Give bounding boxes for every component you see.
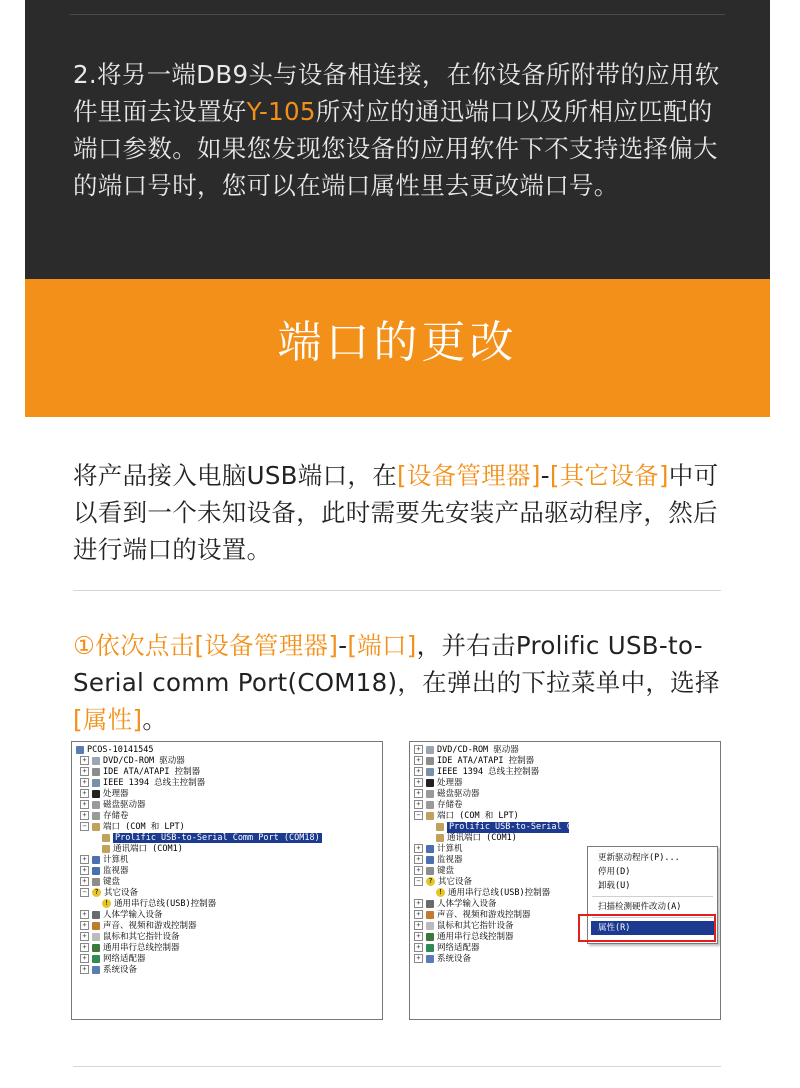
intro-text bbox=[73, 56, 733, 204]
expand-icon: + bbox=[414, 866, 423, 875]
tree-label: 存储卷 bbox=[437, 800, 463, 810]
keyboard-icon bbox=[92, 878, 100, 886]
tree-label: DVD/CD-ROM 驱动器 bbox=[437, 745, 519, 755]
network-icon bbox=[426, 944, 434, 952]
expand-icon: + bbox=[414, 800, 423, 809]
ieee-icon bbox=[426, 768, 434, 776]
tree-item bbox=[80, 866, 129, 877]
collapse-icon: − bbox=[414, 877, 423, 886]
tree-item bbox=[80, 756, 185, 767]
tree-item bbox=[414, 767, 539, 778]
expand-icon: + bbox=[414, 910, 423, 919]
expand-icon: + bbox=[414, 756, 423, 765]
expand-icon: + bbox=[80, 943, 89, 952]
usb-icon bbox=[426, 933, 434, 941]
tree-label: 通用串行总线控制器 bbox=[103, 943, 180, 953]
tree-label: 声音、视频和游戏控制器 bbox=[437, 910, 531, 920]
tree-item bbox=[414, 778, 463, 789]
computer-icon bbox=[426, 845, 434, 853]
tree-label: 端口 (COM 和 LPT) bbox=[437, 811, 519, 821]
ide-icon bbox=[92, 768, 100, 776]
tree-item bbox=[80, 888, 138, 899]
warning-icon: ? bbox=[426, 877, 435, 886]
expand-icon: + bbox=[414, 844, 423, 853]
collapse-icon: − bbox=[414, 811, 423, 820]
tree-label: DVD/CD-ROM 驱动器 bbox=[103, 756, 185, 766]
network-icon bbox=[92, 955, 100, 963]
system-icon bbox=[426, 955, 434, 963]
tree-label: PCOS-10141545 bbox=[87, 745, 154, 755]
menu-separator bbox=[592, 896, 713, 897]
divider bbox=[73, 1066, 721, 1067]
tree-item bbox=[414, 789, 480, 800]
p2-dash: - bbox=[338, 631, 348, 660]
section-banner bbox=[25, 279, 770, 417]
expand-icon: + bbox=[414, 954, 423, 963]
system-icon bbox=[92, 966, 100, 974]
disk-icon bbox=[92, 801, 100, 809]
tree-item bbox=[80, 910, 163, 921]
tree-label: 系统设备 bbox=[437, 954, 472, 964]
disk-icon bbox=[426, 790, 434, 798]
hid-icon bbox=[426, 900, 434, 908]
tree-item bbox=[414, 899, 497, 910]
tree-item bbox=[102, 899, 216, 910]
processor-icon bbox=[92, 790, 100, 798]
expand-icon: + bbox=[80, 954, 89, 963]
tree-label: 网络适配器 bbox=[103, 954, 146, 964]
tree-label: 磁盘驱动器 bbox=[437, 789, 480, 799]
sound-icon bbox=[426, 911, 434, 919]
tree-label: 人体学输入设备 bbox=[103, 910, 163, 920]
tree-item-selected bbox=[436, 822, 572, 833]
intro-pre: 2.将另一端DB9头与设备相连接，在你设备所附带的应用软件里面去设置好 bbox=[73, 60, 720, 126]
tree-item bbox=[80, 965, 137, 976]
tree-item bbox=[80, 811, 129, 822]
p1-post: 中可以看到一个未知设备，此时需要先安装产品驱动程序，然后进行端口的设置。 bbox=[73, 461, 719, 564]
tree-item bbox=[80, 954, 146, 965]
ide-icon bbox=[426, 757, 434, 765]
mouse-icon bbox=[92, 933, 100, 941]
tree-label: 端口 (COM 和 LPT) bbox=[103, 822, 185, 832]
warning-icon: ! bbox=[436, 888, 445, 897]
expand-icon: + bbox=[80, 921, 89, 930]
port-icon bbox=[92, 823, 100, 831]
tree-item bbox=[414, 811, 519, 822]
tree-label: 人体学输入设备 bbox=[437, 899, 497, 909]
tree-label: 通用串行总线控制器 bbox=[437, 932, 514, 942]
expand-icon: + bbox=[414, 899, 423, 908]
expand-icon: + bbox=[80, 866, 89, 875]
p1-dash: - bbox=[540, 461, 550, 490]
tree-item bbox=[414, 800, 463, 811]
device-manager-label: [设备管理器] bbox=[194, 631, 339, 660]
menu-item-uninstall[interactable]: 卸载(U) bbox=[598, 881, 631, 891]
volume-icon bbox=[426, 801, 434, 809]
tree-item bbox=[80, 778, 205, 789]
other-devices-label: [其它设备] bbox=[549, 461, 669, 490]
tree-label: 其它设备 bbox=[438, 877, 473, 887]
p2-mid: ，并右击Prolific USB-to-Serial comm Port(COM18)，在弹出的下拉菜单中，选择 bbox=[73, 631, 720, 697]
tree-item bbox=[80, 932, 180, 943]
paragraph-connect bbox=[73, 457, 733, 568]
tree-item bbox=[414, 756, 534, 767]
keyboard-icon bbox=[426, 867, 434, 875]
p2-end: 。 bbox=[142, 705, 168, 734]
usb-icon bbox=[92, 944, 100, 952]
menu-item-properties[interactable]: 属性(R) bbox=[591, 921, 714, 935]
port-icon bbox=[436, 834, 444, 842]
tree-item bbox=[80, 921, 197, 932]
p1-pre: 将产品接入电脑USB端口，在 bbox=[73, 461, 397, 490]
tree-label: 磁盘驱动器 bbox=[103, 800, 146, 810]
tree-label: IEEE 1394 总线主控制器 bbox=[103, 778, 206, 788]
tree-item bbox=[80, 800, 146, 811]
device-manager-screenshot-1 bbox=[71, 741, 383, 1020]
tree-item bbox=[414, 910, 531, 921]
port-icon bbox=[436, 823, 444, 831]
step-label: ①依次点击 bbox=[73, 631, 195, 660]
tree-label: Prolific USB-to-Serial Comm Port (COM18) bbox=[115, 833, 320, 843]
tree-item-selected bbox=[102, 833, 322, 844]
ieee-icon bbox=[92, 779, 100, 787]
menu-item-scan[interactable]: 扫描检测硬件改动(A) bbox=[598, 902, 682, 912]
tree-label: 计算机 bbox=[437, 844, 463, 854]
tree-label: 通用串行总线(USB)控制器 bbox=[448, 888, 551, 898]
expand-icon: + bbox=[80, 811, 89, 820]
expand-icon: + bbox=[414, 855, 423, 864]
tree-label: 计算机 bbox=[103, 855, 129, 865]
section-title: 端口的更改 bbox=[277, 317, 518, 368]
tree-label: 通用串行总线(USB)控制器 bbox=[114, 899, 217, 909]
tree-label: 鼠标和其它指针设备 bbox=[103, 932, 180, 942]
expand-icon: + bbox=[80, 789, 89, 798]
computer-icon bbox=[76, 746, 84, 754]
expand-icon: + bbox=[80, 756, 89, 765]
properties-label: [属性] bbox=[73, 705, 143, 734]
expand-icon: + bbox=[414, 778, 423, 787]
hid-icon bbox=[92, 911, 100, 919]
intro-post: 所对应的通迅端口以及所相应匹配的端口参数。如果您发现您设备的应用软件下不支持选择偏大的端口号时，您可以在端口属性里去更改端口号。 bbox=[73, 97, 718, 200]
dvd-icon bbox=[426, 746, 434, 754]
tree-item bbox=[436, 888, 550, 899]
tree-item bbox=[80, 789, 129, 800]
tree-item bbox=[436, 833, 517, 844]
tree-item bbox=[80, 767, 200, 778]
collapse-icon: − bbox=[80, 822, 89, 831]
tree-item bbox=[414, 844, 463, 855]
collapse-icon: − bbox=[80, 888, 89, 897]
expand-icon: + bbox=[80, 767, 89, 776]
tree-label: 处理器 bbox=[437, 778, 463, 788]
port-label: [端口] bbox=[347, 631, 417, 660]
tree-item bbox=[102, 844, 183, 855]
tree-item bbox=[414, 866, 454, 877]
port-icon bbox=[102, 834, 110, 842]
tree-label: 监视器 bbox=[103, 866, 129, 876]
warning-icon: ! bbox=[102, 899, 111, 908]
tree-item bbox=[414, 745, 519, 756]
device-manager-screenshot-2 bbox=[409, 741, 721, 1020]
tree-label: 鼠标和其它指针设备 bbox=[437, 921, 514, 931]
expand-icon: + bbox=[414, 943, 423, 952]
expand-icon: + bbox=[414, 921, 423, 930]
tree-item bbox=[414, 954, 471, 965]
tree-item bbox=[80, 943, 180, 954]
tree-label: 系统设备 bbox=[103, 965, 138, 975]
tree-item bbox=[414, 855, 463, 866]
model-name: Y-105 bbox=[246, 97, 316, 126]
tree-label: 监视器 bbox=[437, 855, 463, 865]
processor-icon bbox=[426, 779, 434, 787]
tree-item bbox=[80, 877, 120, 888]
expand-icon: + bbox=[80, 800, 89, 809]
tree-label: 存储卷 bbox=[103, 811, 129, 821]
expand-icon: + bbox=[414, 745, 423, 754]
tree-label: 网络适配器 bbox=[437, 943, 480, 953]
tree-label: IDE ATA/ATAPI 控制器 bbox=[103, 767, 201, 777]
tree-root bbox=[76, 745, 154, 756]
menu-item-disable[interactable]: 停用(D) bbox=[598, 867, 631, 877]
tree-label: IDE ATA/ATAPI 控制器 bbox=[437, 756, 535, 766]
sound-icon bbox=[92, 922, 100, 930]
expand-icon: + bbox=[414, 932, 423, 941]
device-manager-label: [设备管理器] bbox=[397, 461, 541, 490]
highlight-box bbox=[578, 914, 716, 942]
mouse-icon bbox=[426, 922, 434, 930]
expand-icon: + bbox=[80, 778, 89, 787]
tree-label: 其它设备 bbox=[104, 888, 139, 898]
port-icon bbox=[426, 812, 434, 820]
tree-item bbox=[80, 855, 129, 866]
expand-icon: + bbox=[414, 789, 423, 798]
tree-label: Prolific USB-to-Serial C bbox=[449, 822, 572, 832]
dvd-icon bbox=[92, 757, 100, 765]
tree-label: 声音、视频和游戏控制器 bbox=[103, 921, 197, 931]
expand-icon: + bbox=[80, 877, 89, 886]
tree-label: 处理器 bbox=[103, 789, 129, 799]
volume-icon bbox=[92, 812, 100, 820]
menu-item-update-driver[interactable]: 更新驱动程序(P)... bbox=[598, 853, 680, 863]
tree-label: 键盘 bbox=[103, 877, 121, 887]
paragraph-step1 bbox=[73, 627, 733, 738]
expand-icon: + bbox=[80, 932, 89, 941]
top-rule bbox=[70, 14, 725, 15]
monitor-icon bbox=[92, 867, 100, 875]
port-icon bbox=[102, 845, 110, 853]
monitor-icon bbox=[426, 856, 434, 864]
computer-icon bbox=[92, 856, 100, 864]
tree-item bbox=[80, 822, 185, 833]
tree-item bbox=[414, 943, 480, 954]
tree-label: 通讯端口 (COM1) bbox=[113, 844, 183, 854]
expand-icon: + bbox=[80, 910, 89, 919]
warning-icon: ? bbox=[92, 888, 101, 897]
tree-item bbox=[414, 921, 514, 932]
tree-item bbox=[414, 877, 472, 888]
divider bbox=[73, 590, 721, 591]
tree-label: IEEE 1394 总线主控制器 bbox=[437, 767, 540, 777]
expand-icon: + bbox=[414, 767, 423, 776]
expand-icon: + bbox=[80, 965, 89, 974]
expand-icon: + bbox=[80, 855, 89, 864]
tree-label: 键盘 bbox=[437, 866, 455, 876]
tree-item bbox=[414, 932, 514, 943]
tree-label: 通讯端口 (COM1) bbox=[447, 833, 517, 843]
